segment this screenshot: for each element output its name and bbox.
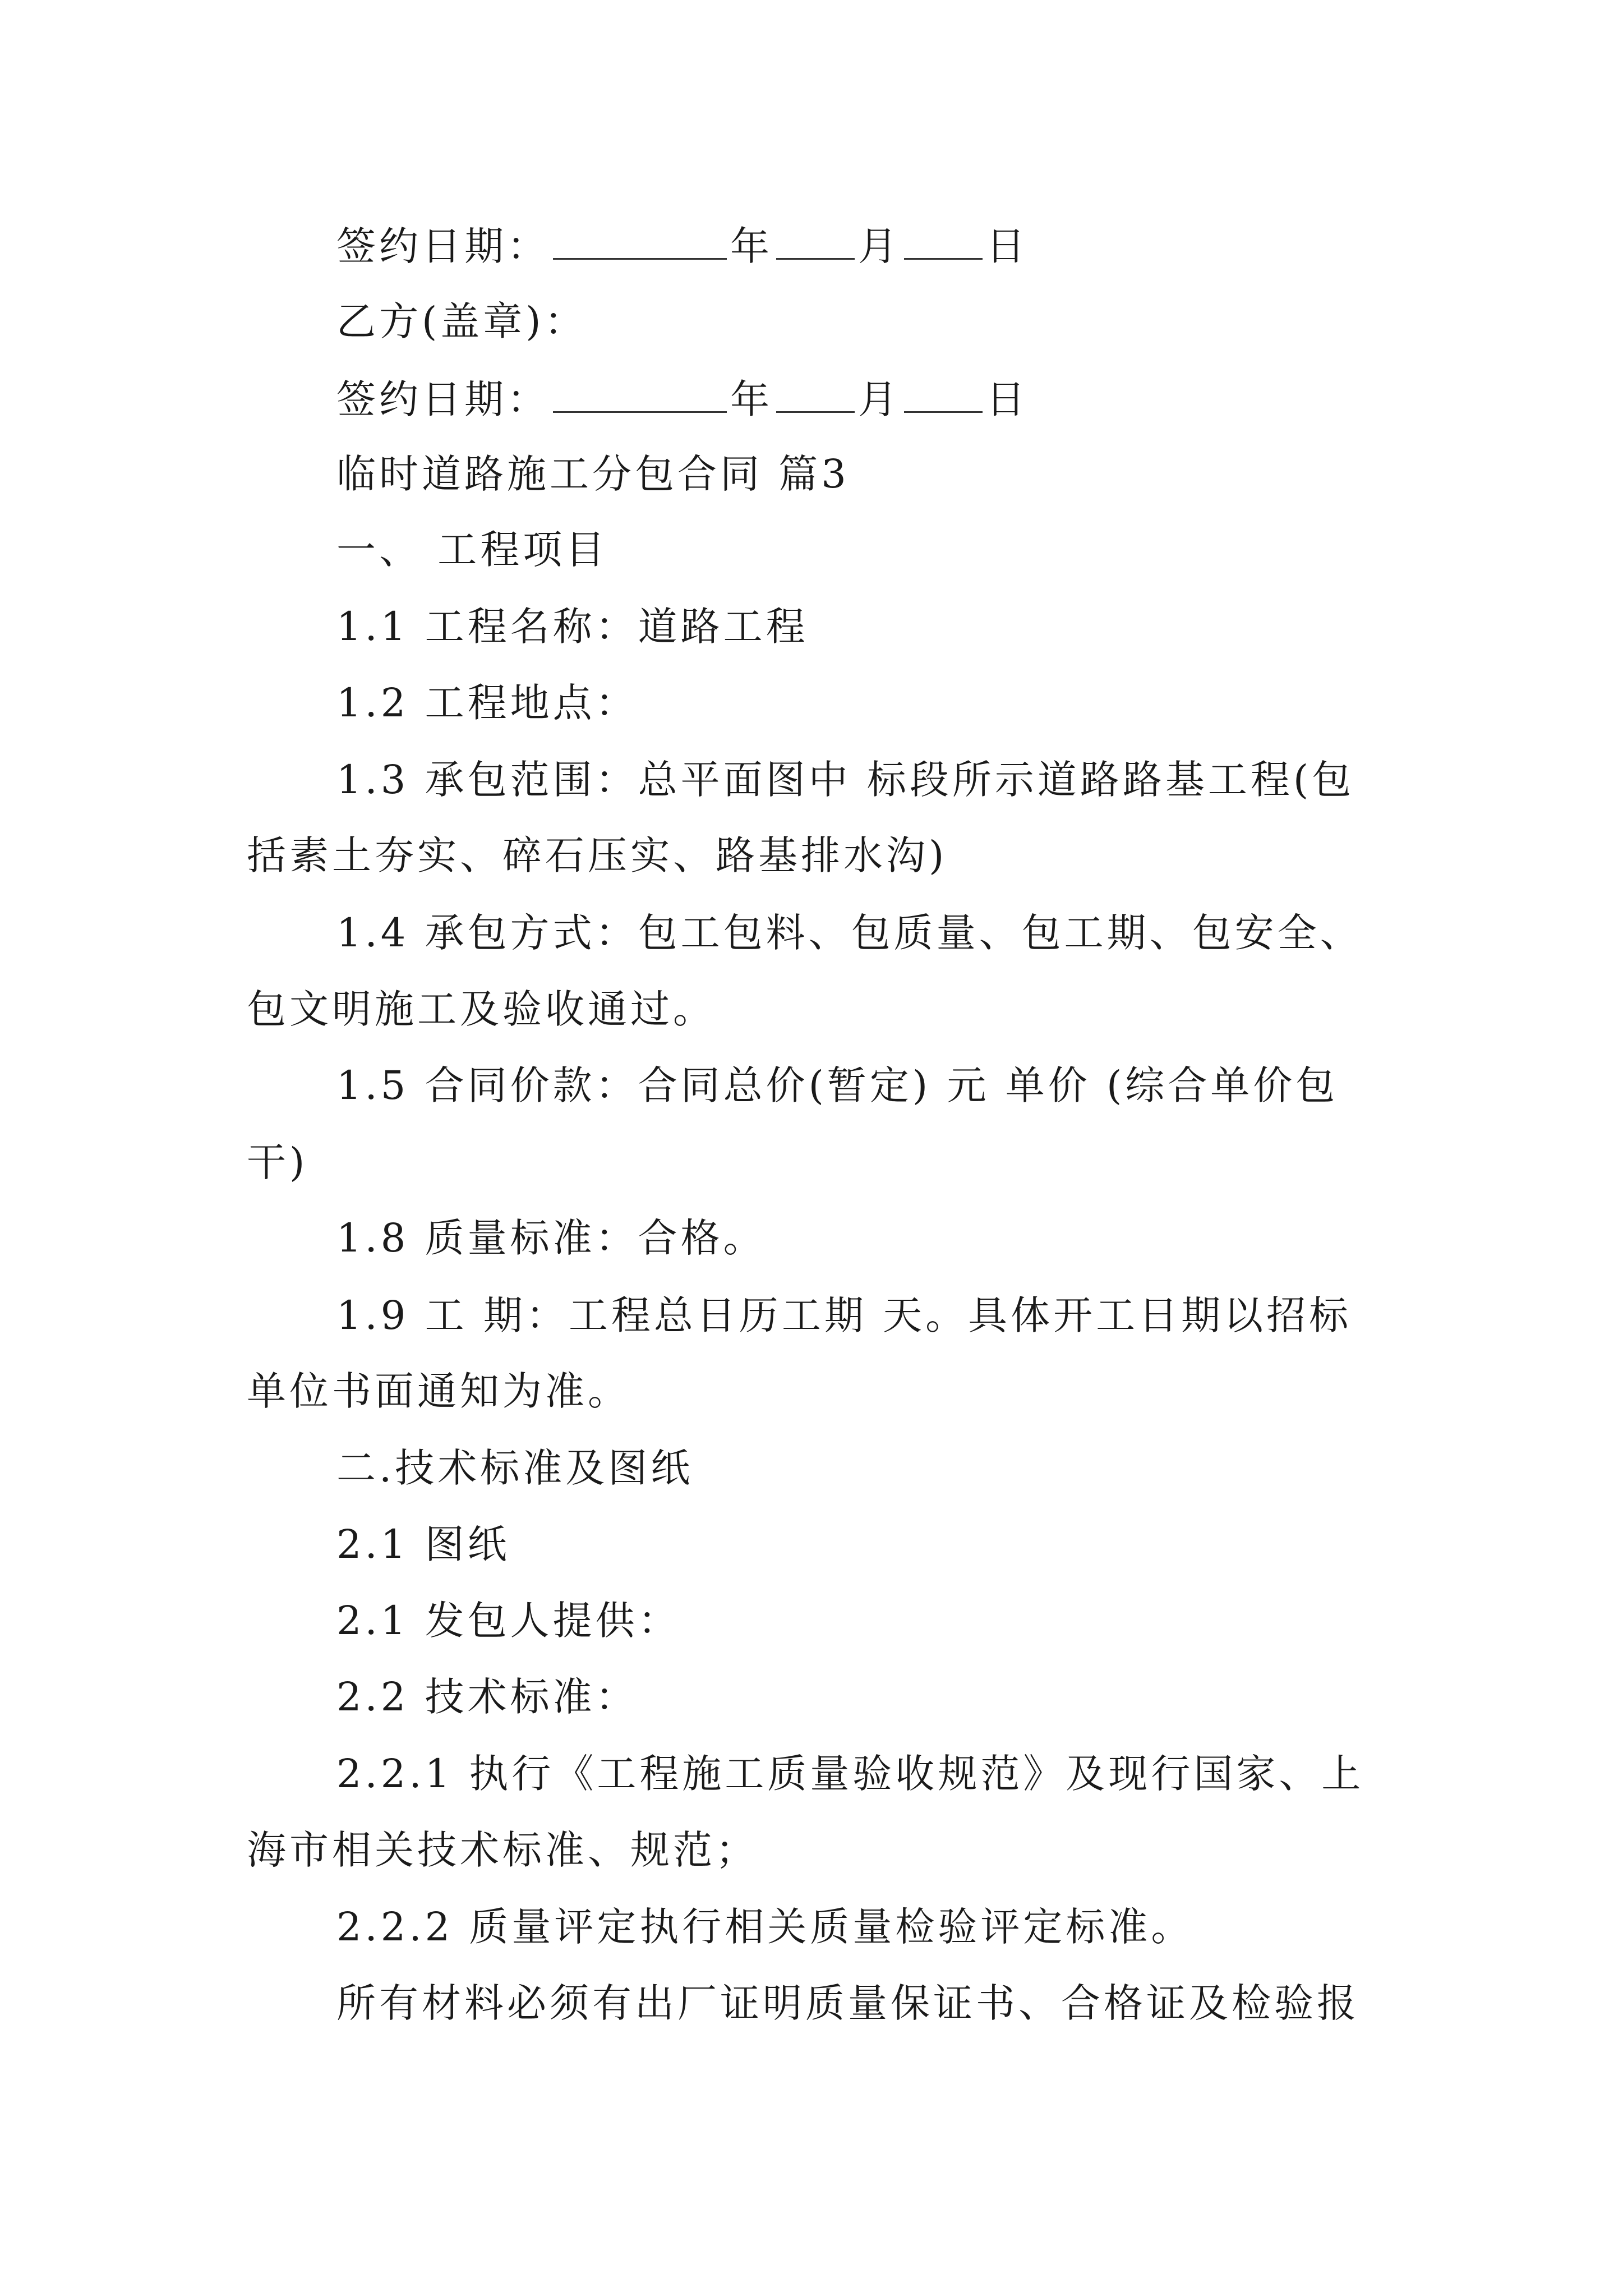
day-blank [904, 378, 983, 413]
signing-date-line-b [336, 376, 1029, 422]
month-label: 月 [858, 223, 901, 269]
clause-continuation: 干) [247, 1139, 308, 1185]
signing-date-line-a [336, 223, 1029, 269]
section-heading: 二.技术标准及图纸 [336, 1445, 694, 1491]
clause-continuation: 包文明施工及验收通过。 [247, 986, 716, 1032]
clause-line: 1.5 合同价款：合同总价(暂定) 元 单价 (综合单价包 [336, 1062, 1339, 1108]
clause-line: 1.9 工 期：工程总日历工期 天。具体开工日期以招标 [336, 1292, 1352, 1338]
clause-line: 2.2.2 质量评定执行相关质量检验评定标准。 [336, 1904, 1194, 1950]
contract-title: 临时道路施工分包合同 篇3 [336, 451, 850, 497]
day-label: 日 [986, 376, 1029, 422]
signing-date-label: 签约日期： [336, 223, 550, 269]
clause-line: 1.1 工程名称：道路工程 [336, 604, 809, 650]
clause-line: 2.2.1 执行《工程施工质量验收规范》及现行国家、上 [336, 1751, 1364, 1797]
clause-line: 所有材料必须有出厂证明质量保证书、合格证及检验报 [336, 1980, 1359, 2026]
clause-line: 1.3 承包范围：总平面图中 标段所示道路路基工程(包 [336, 757, 1355, 803]
section-heading: 一、 工程项目 [336, 527, 608, 573]
clause-continuation: 括素土夯实、碎石压实、路基排水沟) [247, 832, 948, 878]
clause-continuation: 海市相关技术标准、规范； [247, 1827, 758, 1873]
clause-line: 1.2 工程地点： [336, 680, 638, 726]
day-blank [904, 224, 983, 260]
month-blank [776, 224, 855, 260]
month-label: 月 [858, 376, 901, 422]
clause-continuation: 单位书面通知为准。 [247, 1368, 630, 1414]
signing-date-label: 签约日期： [336, 376, 550, 422]
year-blank [553, 378, 727, 413]
day-label: 日 [986, 223, 1029, 269]
clause-line: 2.1 发包人提供： [336, 1598, 681, 1644]
party-b-seal-line: 乙方(盖章)： [336, 298, 587, 344]
month-blank [776, 378, 855, 413]
clause-line: 2.2 技术标准： [336, 1674, 638, 1720]
year-label: 年 [730, 223, 773, 269]
year-label: 年 [730, 376, 773, 422]
clause-line: 1.4 承包方式：包工包料、包质量、包工期、包安全、 [336, 910, 1363, 956]
clause-line: 2.1 图纸 [336, 1521, 510, 1567]
clause-line: 1.8 质量标准：合格。 [336, 1215, 766, 1261]
year-blank [553, 224, 727, 260]
